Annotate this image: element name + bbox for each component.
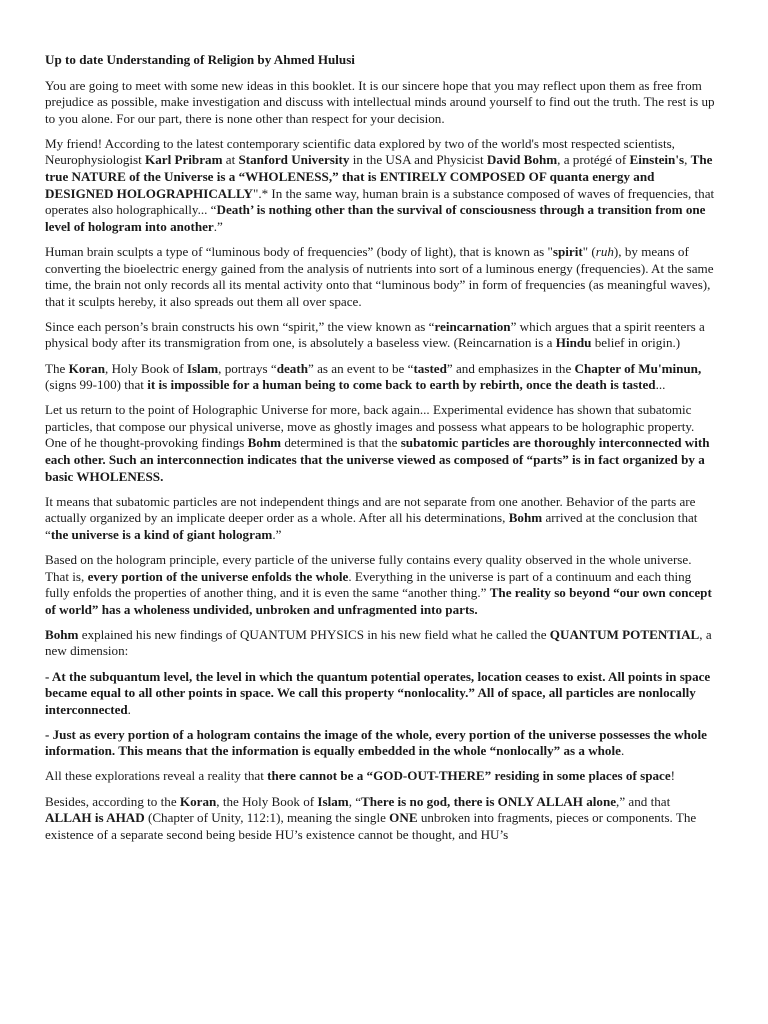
text-run: ,” and that [616, 793, 671, 809]
bold-text-run: Islam [317, 793, 349, 809]
text-run: .” [272, 526, 282, 542]
bold-text-run: spirit [552, 243, 583, 259]
bold-text-run: Hindu [555, 335, 592, 351]
bold-text-run: QUANTUM POTENTIAL [549, 626, 700, 642]
text-run: , the Holy Book of [216, 793, 318, 809]
bold-text-run: tasted [413, 360, 447, 376]
paragraph [45, 78, 717, 128]
bold-text-run: death [276, 360, 308, 376]
text-run: ".* In the same way, human brain is a substance composed of waves of frequencies, that operates also holographically... “ [45, 185, 715, 218]
paragraph [45, 627, 717, 660]
paragraph [45, 244, 717, 310]
text-run: , a new dimension: [45, 626, 712, 659]
text-run: , “ [348, 793, 362, 809]
bold-text-run: Koran [179, 793, 217, 809]
bold-text-run: Bohm [45, 626, 79, 642]
bold-text-run: The true NATURE of the Universe is a “WHOLENESS,” that is ENTIRELY COMPOSED OF quanta energy and DESIGNED HOLOGRAPHICALLY [45, 152, 713, 201]
bold-text-run: Einstein's [629, 152, 685, 168]
text-run: ... [655, 377, 666, 393]
bold-text-run: ONE [389, 810, 418, 826]
bold-text-run: The reality so beyond “our own concept of world” has a wholeness undivided, unbroken and unfragmented into parts. [45, 585, 712, 617]
text-run: determined is that the [281, 435, 401, 451]
bold-text-run: ALLAH is AHAD [45, 810, 145, 826]
text-run: .” [213, 218, 223, 234]
text-run: " ( [582, 243, 596, 259]
paragraph [45, 768, 717, 785]
text-run: . [127, 701, 131, 717]
paragraph [45, 136, 717, 236]
text-run: . Everything in the universe is part of a continuum and each thing fully enfolds the properties of another thing, and it is even the same “another thing.” [45, 568, 692, 601]
text-run: ” and emphasizes in the [446, 360, 575, 376]
bold-text-run: David Bohm [486, 152, 558, 168]
text-run: , portrays “ [218, 360, 277, 376]
text-run: The [45, 360, 69, 376]
bold-text-run: Chapter of Mu'minun, [574, 360, 702, 376]
paragraph [45, 402, 717, 485]
bold-text-run: Bohm [247, 435, 282, 451]
bold-text-run: Koran [68, 360, 106, 376]
paragraph [45, 552, 717, 618]
bold-text-run: reincarnation [434, 318, 511, 334]
text-run: All these explorations reveal a reality that [45, 768, 268, 784]
bold-text-run: - At the subquantum level, the level in which the quantum potential operates, location ceases to exist. All points in space became equal to all other points in space. We call this property “nonlocality.” All of space, all particles are nonlocally interconnected [45, 668, 711, 717]
text-run: , a protégé of [557, 152, 630, 168]
bold-text-run: Islam [186, 360, 219, 376]
text-run: You are going to meet with some new ideas in this booklet. It is our sincere hope that you may reflect upon them as free from prejudice as possible, make investigation and discuss with intellectual minds around yourself to find out the truth. The rest is up to you alone. For our part, there is none other than respect for your decision. [45, 77, 715, 126]
text-run: ), by means of converting the bioelectric energy gained from the analysis of nutrients into sort of a luminous energy (frequencies). At the same time, the brain not only records all its mental activity onto that “luminous body” in form of frequencies (as meaningful waves), that it sculpts hereby, it also spreads out them all over space. [45, 243, 714, 309]
paragraph [45, 361, 717, 394]
bold-text-run: Bohm [508, 510, 543, 526]
text-run: belief in origin.) [591, 335, 681, 351]
italic-text-run: ruh [595, 243, 614, 259]
bold-text-run: it is impossible for a human being to come back to earth by rebirth, once the death is tasted [147, 377, 656, 393]
text-run: at [222, 152, 239, 168]
text-run: Human brain sculpts a type of “luminous body of frequencies” (body of light), that is known as " [45, 243, 553, 259]
text-run: Based on the hologram principle, every particle of the universe fully contains every quality observed in the whole universe. That is, [45, 551, 692, 584]
bold-text-run: every portion of the universe enfolds the whole [87, 568, 349, 584]
text-run: It means that subatomic particles are not independent things and are not separate from one another. Behavior of the parts are actually organized by an implicate deeper order as a whole. After all his determinations, [45, 493, 696, 526]
text-run: unbroken into fragments, pieces or components. The existence of a separate second being beside HU’s existence cannot be thought, and HU’s [45, 810, 697, 842]
document-body [45, 78, 717, 844]
text-run: . [620, 743, 625, 759]
text-run: (signs 99-100) that [45, 377, 148, 393]
bold-text-run: there cannot be a “GOD-OUT-THERE” residing in some places of space [267, 768, 671, 784]
text-run: My friend! According to the latest contemporary scientific data explored by two of the world's most respected scientists, Neurophysiologist [45, 135, 675, 168]
paragraph [45, 669, 717, 719]
text-run: in the USA and Physicist [349, 152, 487, 168]
bold-text-run: subatomic particles are thoroughly interconnected with each other. Such an interconnection indicates that the universe viewed as composed of “parts” is in fact organized by a basic WHOLENESS. [45, 435, 710, 484]
text-run: Let us return to the point of Holographic Universe for more, back again... Experimental evidence has shown that subatomic particles, that compose our physical universe, move as ghostly images and possess what appears to be holographic property. One of he thought-provoking findings [45, 402, 695, 451]
text-run: (Chapter of Unity, 112:1), meaning the single [144, 810, 390, 826]
text-run: , [684, 152, 691, 168]
paragraph [45, 494, 717, 544]
paragraph [45, 319, 717, 352]
bold-text-run: - Just as every portion of a hologram contains the image of the whole, every portion of the universe possesses the whole information. This means that the information is equally embedded in the whole “nonlocally” as a whole [45, 726, 707, 759]
text-run: Since each person’s brain constructs his own “spirit,” the view known as “ [45, 318, 435, 334]
text-run: , Holy Book of [105, 360, 187, 376]
text-run: arrived at the conclusion that “ [45, 510, 698, 542]
paragraph [45, 727, 717, 760]
text-run: explained his new findings of QUANTUM PHYSICS in his new field what he called the [78, 626, 550, 642]
paragraph [45, 794, 717, 844]
document-title: Up to date Understanding of Religion by Ahmed Hulusi [45, 52, 355, 67]
text-run: Besides, according to the [45, 793, 180, 809]
text-run: ! [670, 768, 676, 784]
bold-text-run: Stanford University [238, 152, 350, 168]
bold-text-run: There is no god, there is ONLY ALLAH alone [361, 793, 617, 809]
bold-text-run: Karl Pribram [145, 152, 223, 168]
document-page [45, 52, 717, 852]
text-run: ” which argues that a spirit reenters a physical body after its transmigration from one, is absolutely a baseless view. (Reincarnation is a [45, 318, 705, 351]
text-run: ” as an event to be “ [308, 360, 414, 376]
bold-text-run: the universe is a kind of giant hologram [50, 526, 273, 542]
bold-text-run: Death’ is nothing other than the survival of consciousness through a transition from one level of hologram into another [45, 202, 706, 234]
